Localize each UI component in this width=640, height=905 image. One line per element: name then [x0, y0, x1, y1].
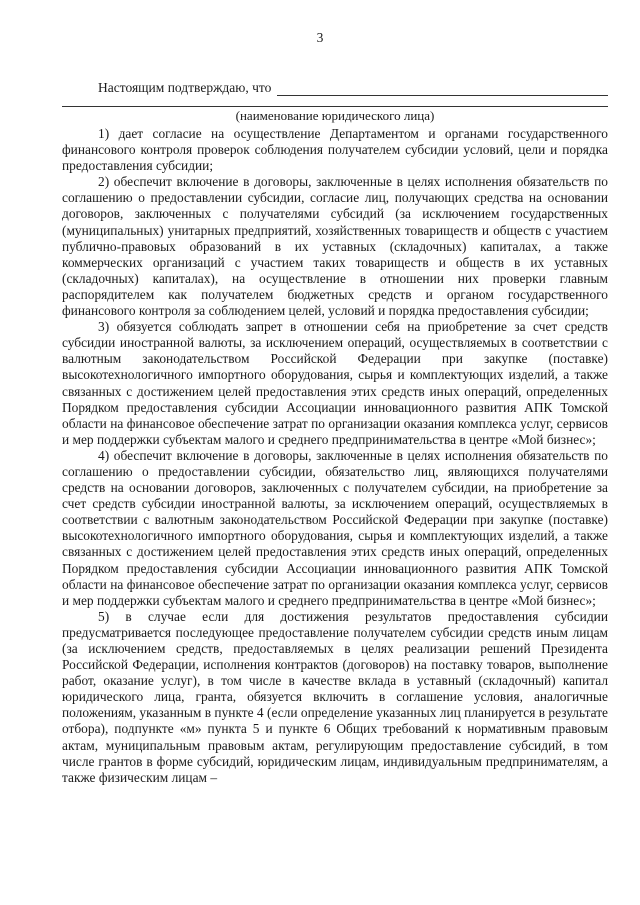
- entity-name-rule: [62, 106, 608, 107]
- paragraph-2: 2) обеспечит включение в договоры, заключенные в целях исполнения обязательств по соглашению о предоставлении субсидии, согласие лиц, получающих средства на основании договоров, заключенных с получателями субсидий (за исключением государственных (муниципальных) унитарных предприятий, хозяйственных товариществ и обществ с участием публично-правовых образований в их уставных (складочных) капиталах, а также коммерческих организаций с участием таких товариществ и обществ в их уставных (складочных) капиталах), на осуществление в отношении них проверки главным распорядителем как получателем бюджетных средств и органом государственного финансового контроля за соблюдением целей, условий и порядка предоставления субсидии;: [62, 174, 608, 319]
- confirmation-line: [98, 80, 608, 96]
- paragraph-1: 1) дает согласие на осуществление Департаментом и органами государственного финансового контроля проверок соблюдения получателем субсидии условий, цели и порядка предоставления субсидии;: [62, 126, 608, 174]
- paragraph-4: 4) обеспечит включение в договоры, заключенные в целях исполнения обязательств по соглашению о предоставлении субсидии, обязательство лиц, являющихся получателями средств на основании договоров, заключенных с получателем субсидии, на приобретение за счет средств субсидии иностранной валюты, за исключением операций, осуществляемых в соответствии с валютным законодательством Российской Федерации при закупке (поставке) высокотехнологичного импортного оборудования, сырья и комплектующих изделий, а также связанных с достижением целей предоставления этих средств иных операций, определенных Порядком предоставления субсидии Ассоциации инновационного развития АПК Томской области на финансовое обеспечение затрат по организации оказания комплекса услуг, сервисов и мер поддержки субъектам малого и среднего предпринимательства в центре «Мой бизнес»;: [62, 447, 608, 608]
- page-number: 3: [316, 30, 324, 45]
- entity-name-blank: [277, 83, 608, 96]
- paragraph-3: 3) обязуется соблюдать запрет в отношении себя на приобретение за счет средств субсидии иностранной валюты, за исключением операций, осуществляемых в соответствии с валютным законодательством Российской Федерации при закупке (поставке) высокотехнологичного импортного оборудования, сырья и комплектующих изделий, а также связанных с достижением целей предоставления этих средств иных операций, определенных Порядком предоставления субсидии Ассоциации инновационного развития АПК Томской области на финансовое обеспечение затрат по организации оказания комплекса услуг, сервисов и мер поддержки субъектам малого и среднего предпринимательства в центре «Мой бизнес»;: [62, 319, 608, 447]
- entity-name-caption: (наименование юридического лица): [235, 108, 435, 123]
- document-body: [62, 126, 608, 786]
- confirmation-text: Настоящим подтверждаю, что: [98, 80, 272, 95]
- paragraph-5: 5) в случае если для достижения результатов предоставления субсидии предусматривается последующее предоставление получателем субсидии средств иным лицам (за исключением средств, предоставляемых в целях реализации решений Президента Российской Федерации, исполнения контрактов (договоров) на поставку товаров, выполнение работ, оказание услуг), в том числе в качестве вклада в уставный (складочный) капитал юридического лица, гранта, обязуется включить в соглашение условия, аналогичные положениям, указанным в пункте 4 (если определение указанных лиц планируется в результате отбора), подпункте «м» пункта 5 и пункте 6 Общих требований к нормативным правовым актам, муниципальным правовым актам, регулирующим предоставление субсидий, в том числе грантов в форме субсидий, юридическим лицам, индивидуальным предпринимателям, а также физическим лицам –: [62, 608, 608, 785]
